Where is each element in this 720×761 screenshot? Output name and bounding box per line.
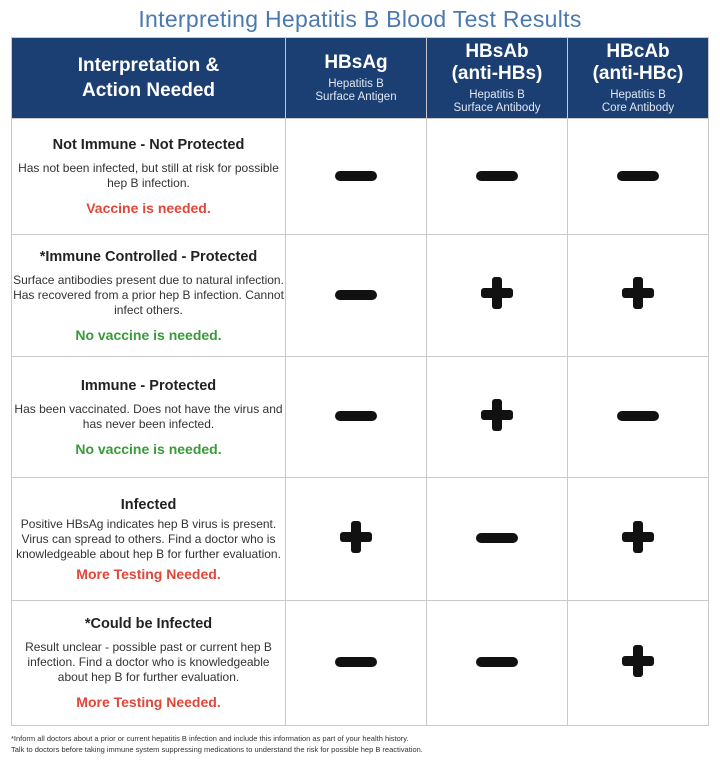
table-row [12,478,709,601]
row-title: Infected [120,496,177,513]
table-row [12,601,709,726]
interpretation-cell [12,357,286,478]
interpretation-cell [12,601,286,726]
row-description: Surface antibodies present due to natural infection. Has recovered from a prior hep B infection. Cannot infect others. [13,272,284,317]
header-hbcab [568,38,709,119]
hbsab-result-cell [427,119,568,235]
row-action: No vaccine is needed. [75,326,222,343]
plus-icon [622,277,654,309]
minus-icon [335,171,377,181]
hbsab-result-cell [427,601,568,726]
table-row [12,235,709,357]
plus-icon [481,277,513,309]
minus-icon [335,657,377,667]
minus-icon [335,290,377,300]
hbcab-result-cell [568,235,709,357]
header-hbsag [286,38,427,119]
header-interpretation [12,38,286,119]
plus-icon [622,521,654,553]
minus-icon [476,657,518,667]
plus-icon [622,645,654,677]
header-hbsag-sub: Hepatitis B Surface Antigen [315,78,397,103]
hbsag-result-cell [286,478,427,601]
row-description: Positive HBsAg indicates hep B virus is present. Virus can spread to others. Find a doctor who is knowledgeable about hep B for further evaluation. [16,516,281,561]
minus-icon [476,171,518,181]
row-description: Has been vaccinated. Does not have the virus and has never been infected. [14,401,283,431]
row-description: Has not been infected, but still at risk for possible hep B infection. [18,161,279,190]
row-action: No vaccine is needed. [75,440,222,457]
plus-icon [340,521,372,553]
footnote-line-1: *Inform all doctors about a prior or current hepatitis B infection and include this information as part of your health history. [11,734,409,743]
hbcab-result-cell [568,357,709,478]
header-hbsab [427,38,568,119]
results-table [11,37,709,726]
minus-icon [335,411,377,421]
interpretation-cell [12,235,286,357]
minus-icon [617,411,659,421]
row-action: More Testing Needed. [76,565,221,582]
footnote [11,733,711,755]
header-hbsab-sub: Hepatitis B Surface Antibody [453,89,541,114]
row-title: *Immune Controlled - Protected [39,248,258,265]
footnote-line-2: Talk to doctors before taking immune system suppressing medications to understand the risk for possible hep B reactivation. [11,745,423,754]
hbsag-result-cell [286,235,427,357]
hbsag-result-cell [286,601,427,726]
header-hbsag-code: HBsAg [324,52,388,73]
row-title: *Could be Infected [84,616,213,632]
hbsab-result-cell [427,478,568,601]
row-action: More Testing Needed. [76,694,221,710]
hbcab-result-cell [568,601,709,726]
header-hbsab-code: HBsAb (anti-HBs) [451,41,543,84]
hbcab-result-cell [568,478,709,601]
table-row [12,119,709,235]
header-hbcab-code: HBcAb (anti-HBc) [592,41,684,84]
hbsab-result-cell [427,357,568,478]
row-title: Immune - Protected [80,377,217,394]
interpretation-cell [12,478,286,601]
hbsag-result-cell [286,119,427,235]
interpretation-cell [12,119,286,235]
plus-icon [481,399,513,431]
header-hbcab-sub: Hepatitis B Core Antibody [601,89,675,114]
page-title: Interpreting Hepatitis B Blood Test Results [138,6,582,32]
minus-icon [617,171,659,181]
hbsag-result-cell [286,357,427,478]
row-description: Result unclear - possible past or current hep B infection. Find a doctor who is knowledgeable about hep B for further evaluation. [25,640,272,684]
header-row [12,38,709,119]
table-row [12,357,709,478]
minus-icon [476,533,518,543]
row-action: Vaccine is needed. [86,200,211,216]
row-title: Not Immune - Not Protected [52,137,245,153]
header-interpretation-label: Interpretation & Action Needed [77,55,220,101]
hbsab-result-cell [427,235,568,357]
hbcab-result-cell [568,119,709,235]
